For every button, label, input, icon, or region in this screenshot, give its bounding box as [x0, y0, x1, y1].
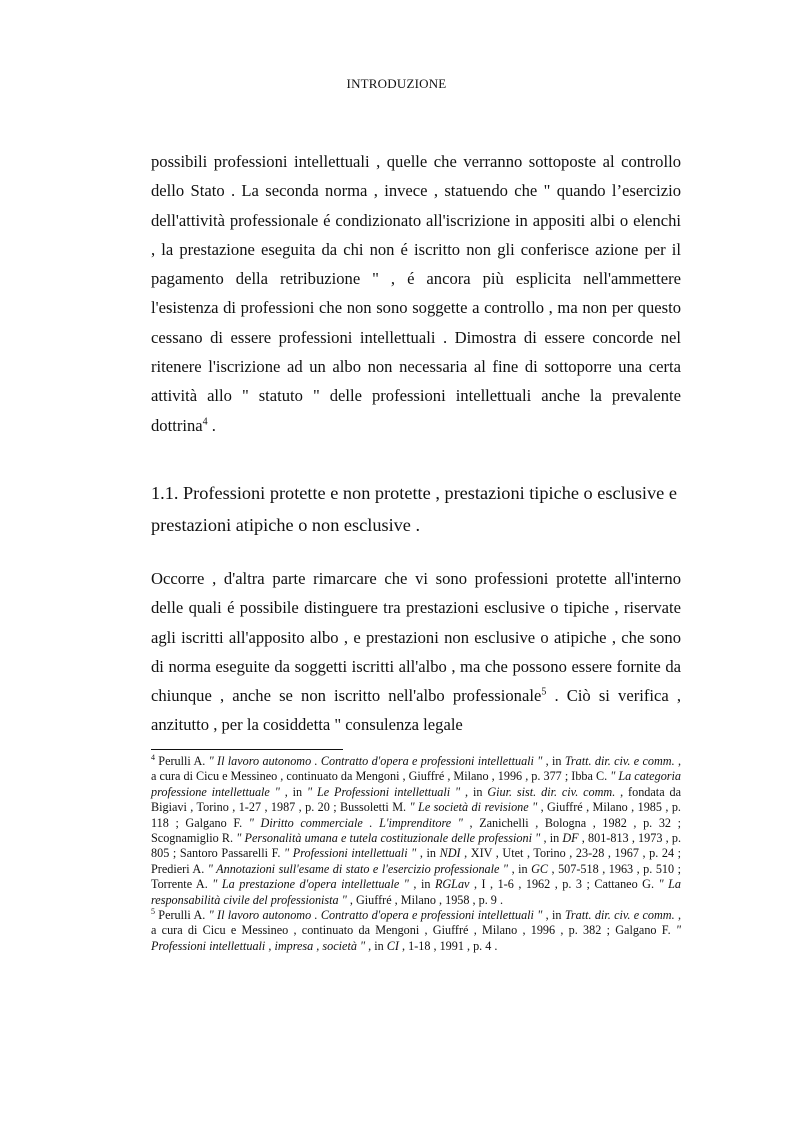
footnote-segment: Perulli A.: [155, 908, 209, 923]
footnote-segment: NDI: [439, 846, 461, 861]
footnote-segment: , I , 1-6 , 1962 , p. 3 ; Cattaneo G.: [469, 877, 659, 892]
footnote-separator: [151, 749, 343, 750]
paragraph-text-end: .: [207, 415, 216, 435]
footnote-segment: , in: [542, 754, 565, 768]
footnote-segment: , in: [279, 784, 307, 799]
footnote-segment: , 507-518 , 1963 , p. 510 ; Torrente A.: [151, 861, 681, 892]
footnote-segment: , in: [542, 908, 565, 923]
footnote-number: 5: [151, 907, 155, 916]
footnote-segment: " Professioni intellettuali ": [284, 846, 417, 861]
footnote-segment: , 801-813 , 1973 , p. 805 ; Santoro Passarelli F.: [151, 831, 681, 861]
footnote-segment: , XIV , Utet , Torino , 23-28 , 1967 , p. 24 ; Predieri A.: [151, 846, 682, 876]
footnote-segment: , Giuffré , Milano , 1958 , p. 9 .: [346, 892, 503, 907]
footnote-segment: Giur. sist. dir. civ. comm.: [487, 784, 616, 799]
footnote-segment: , a cura di Cicu e Messineo , continuato da Mengoni , Giuffré , Milano , 1996 , p. 382 ; Galgano F.: [151, 908, 681, 938]
page-header: INTRODUZIONE: [346, 76, 447, 91]
footnote-segment: , fondata da Bigiavi , Torino , 1-27 , 1987 , p. 20 ; Bussoletti M.: [151, 784, 681, 815]
footnote-segment: " La prestazione d'opera intellettuale ": [212, 877, 409, 892]
footnote-5: [151, 908, 681, 954]
section-heading: 1.1. Professioni protette e non protette , prestazioni tipiche o esclusive e prestazioni atipiche o non esclusive .: [151, 483, 677, 535]
footnote-segment: " La categoria professione intellettuale ": [151, 769, 682, 799]
paragraph-text: Occorre , d'altra parte rimarcare che vi sono professioni protette all'interno delle quali é possibile distinguere tra prestazioni esclusive o tipiche , riservate agli iscritti all'apposito albo , e prestazioni non esclusive o atipiche , che sono di norma eseguite da soggetti iscritti all'albo , ma che possono essere fornite da chiunque , anche se non iscritto nell'albo professionale: [151, 569, 681, 706]
footnote-ref-4[interactable]: 4: [202, 416, 208, 428]
footnote-segment: " La responsabilità civile del professionista ": [151, 877, 681, 907]
footnote-segment: , in: [416, 846, 440, 861]
footnote-segment: , in: [408, 877, 435, 892]
body-paragraph-1: [151, 147, 681, 440]
footnote-segment: DF: [562, 831, 579, 846]
footnote-segment: " Il lavoro autonomo . Contratto d'opera e professioni intellettuali ": [208, 908, 543, 923]
footnote-segment: " Le Professioni intellettuali ": [306, 784, 461, 799]
paragraph-text-end: . Ciò si verifica , anzitutto , per la cosiddetta " consulenza legale: [151, 686, 682, 735]
footnotes-block: [151, 754, 681, 954]
footnote-4: [151, 754, 681, 908]
footnote-segment: , in: [540, 831, 563, 846]
paragraph-text: possibili professioni intellettuali , quelle che verranno sottoposte al controllo dello Stato . La seconda norma , invece , statuendo che " quando l’esercizio dell'attività professionale é condizionato all'iscrizione in appositi albi o elenchi , la prestazione eseguita da chi non é iscritto non gli conferisce azione per il pagamento della retribuzione " , é ancora più esplicita nell'ammettere l'esistenza di professioni che non sono soggette a controllo , ma non per questo cessano di essere professioni intellettuali . Dimostra di essere concorde nel ritenere l'iscrizione ad un albo non necessaria al fine di sottoporre una certa attività allo " statuto " delle professioni intellettuali anche la prevalente dottrina: [151, 152, 681, 435]
footnote-segment: " Il lavoro autonomo . Contratto d'opera e professioni intellettuali ": [208, 754, 543, 768]
footnote-segment: " Personalità umana e tutela costituzionale delle professioni ": [236, 831, 541, 846]
footnote-segment: , a cura di Cicu e Messineo , continuato da Mengoni , Giuffré , Milano , 1996 , p. 377 ; Ibba C.: [151, 754, 681, 784]
footnote-segment: Tratt. dir. civ. e comm.: [564, 908, 675, 923]
footnote-segment: , in: [365, 938, 387, 953]
footnote-segment: " Diritto commerciale . L'imprenditore ": [248, 815, 463, 830]
footnote-ref-5[interactable]: 5: [541, 686, 547, 698]
footnote-number: 4: [151, 752, 155, 762]
footnote-segment: , in: [508, 861, 532, 876]
footnote-segment: " Annotazioni sull'esame di stato e l'esercizio professionale ": [207, 861, 509, 876]
footnote-segment: Perulli A.: [155, 754, 209, 768]
footnote-segment: Tratt. dir. civ. e comm.: [564, 754, 675, 768]
footnote-segment: , 1-18 , 1991 , p. 4 .: [398, 938, 498, 953]
footnote-segment: GC: [531, 861, 549, 876]
body-paragraph-2: [151, 564, 681, 740]
footnote-segment: " Le società di revisione ": [409, 800, 538, 815]
footnote-segment: , Giuffré , Milano , 1985 , p. 118 ; Galgano F.: [151, 800, 681, 830]
footnote-segment: , in: [460, 784, 488, 799]
footnote-segment: CI: [386, 938, 399, 953]
footnote-segment: " Professioni intellettuali , impresa , società ": [151, 923, 681, 953]
footnote-segment: , Zanichelli , Bologna , 1982 , p. 32 ; Scognamiglio R.: [151, 815, 681, 846]
footnote-segment: RGLav: [434, 877, 470, 892]
